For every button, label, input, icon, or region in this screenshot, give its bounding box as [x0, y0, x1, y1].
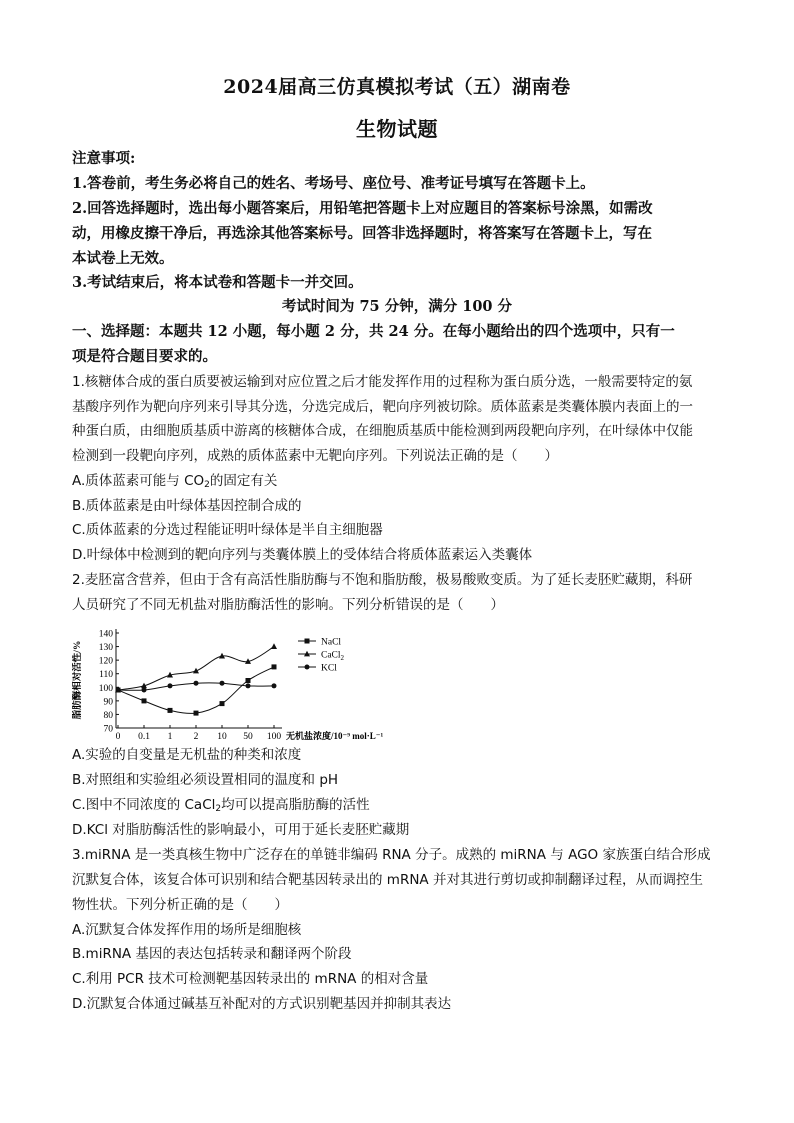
x-tick-label: 50: [243, 732, 253, 742]
q1-option-b: B.质体蓝素是由叶绿体基因控制合成的: [72, 498, 302, 514]
y-tick-label: 70: [103, 724, 113, 735]
y-tick-label: 140: [98, 629, 113, 640]
notice-item-3: 3.考试结束后，将本试卷和答题卡一并交回。: [72, 274, 363, 291]
data-point-nacl: [142, 698, 147, 703]
q3-stem-line-3: 物性状。下列分析正确的是（ ）: [72, 897, 288, 913]
legend-marker-nacl: [305, 639, 310, 644]
exam-title: 2024届高三仿真模拟考试（五）湖南卷: [223, 76, 571, 98]
x-tick-label: 100: [266, 732, 282, 742]
notice-item-1: 1.答卷前，考生务必将自己的姓名、考场号、座位号、准考证号填写在答题卡上。: [72, 175, 595, 192]
notice-item-2-line-1: 2.回答选择题时，选出每小题答案后，用铅笔把答题卡上对应题目的答案标号涂黑，如需改: [72, 200, 653, 217]
legend: [298, 638, 345, 674]
data-point-nacl: [272, 664, 277, 669]
data-point-kcl: [246, 683, 251, 688]
legend-marker-kcl: [305, 665, 310, 670]
y-axis-label-text: 脂肪酶相对活性/%: [73, 640, 83, 720]
q1-option-a: A.质体蓝素可能与 $CO_2$的固定有关: [72, 473, 278, 490]
data-point-nacl: [194, 711, 199, 716]
q3-option-a: A.沉默复合体发挥作用的场所是细胞核: [72, 922, 302, 938]
section-1-header-line-2: 项是符合题目要求的。: [72, 348, 217, 365]
q1-stem-line-2: 基酸序列作为靶向序列来引导其分选，分选完成后，靶向序列被切除。质体蓝素是类囊体膜内表面上的一: [72, 399, 693, 415]
legend-label-kcl: KCl: [321, 663, 337, 674]
y-axis-label: [72, 641, 83, 720]
q3-stem-line-2: 沉默复合体，该复合体可识别和结合靶基因转录出的 mRNA 并对其进行剪切或抑制翻译过程，从而调控生: [72, 872, 703, 888]
q3-option-b: B.miRNA 基因的表达包括转录和翻译两个阶段: [72, 946, 352, 962]
notice-item-2-line-3: 本试卷上无效。: [72, 250, 174, 267]
y-tick-label: 100: [98, 683, 113, 694]
lipase-activity-chart: [72, 625, 402, 743]
q2-option-d: D.KCl 对脂肪酶活性的影响最小，可用于延长麦胚贮藏期: [72, 822, 410, 838]
exam-time: 考试时间为 75 分钟，满分 100 分: [281, 298, 513, 315]
data-point-kcl: [194, 681, 199, 686]
y-tick-label: 80: [103, 710, 113, 721]
exam-subtitle: 生物试题: [356, 117, 438, 141]
q3-stem-line-1: 3.miRNA 是一类真核生物中广泛存在的单链非编码 RNA 分子。成熟的 miRNA 与 AGO 家族蛋白结合形成: [72, 847, 711, 863]
notice-item-2-line-2: 动，用橡皮擦干净后，再选涂其他答案标号。回答非选择题时，将答案写在答题卡上，写在: [72, 225, 652, 242]
y-tick-label: 120: [98, 656, 113, 667]
data-point-kcl: [220, 681, 225, 686]
q1-option-c: C.质体蓝素的分选过程能证明叶绿体是半自主细胞器: [72, 522, 383, 538]
q2-stem-line-1: 2.麦胚富含营养，但由于含有高活性脂肪酶与不饱和脂肪酸，极易酸败变质。为了延长麦胚贮藏期，科研: [72, 572, 693, 588]
data-point-kcl: [142, 688, 147, 693]
notice-heading: 注意事项:: [72, 150, 136, 167]
q1-stem-line-3: 种蛋白质，由细胞质基质中游离的核糖体合成，在细胞质基质中能检测到两段靶向序列，在叶绿体中仅能: [72, 423, 693, 439]
x-tick-label: 0.1: [138, 732, 150, 742]
data-point-nacl: [168, 708, 173, 713]
series-group: [115, 643, 277, 715]
data-point-nacl: [220, 701, 225, 706]
legend-label-cacl: CaCl$_2$: [321, 650, 345, 662]
x-tick-label: 2: [193, 732, 199, 742]
data-point-kcl: [116, 688, 121, 693]
x-tick-label: 0: [115, 732, 121, 742]
section-1-header-line-1: 一、选择题：本题共 12 小题，每小题 2 分，共 24 分。在每小题给出的四个选项中，只有一: [72, 323, 675, 340]
q2-option-a: A.实验的自变量是无机盐的种类和浓度: [72, 747, 302, 763]
x-tick-label: 10: [217, 732, 227, 742]
q2-stem-line-2: 人员研究了不同无机盐对脂肪酶活性的影响。下列分析错误的是（ ）: [72, 597, 504, 613]
y-tick-label: 130: [98, 643, 113, 654]
q1-option-d: D.叶绿体中检测到的靶向序列与类囊体膜上的受体结合将质体蓝素运入类囊体: [72, 547, 533, 563]
data-point-cacl: [271, 643, 277, 649]
data-point-kcl: [168, 683, 173, 688]
q1-stem-line-1: 1.核糖体合成的蛋白质要被运输到对应位置之后才能发挥作用的过程称为蛋白质分选，一般需要特定的氨: [72, 374, 693, 390]
q2-option-b: B.对照组和实验组必须设置相同的温度和 pH: [72, 772, 339, 788]
q1-stem-line-4: 检测到一段靶向序列，成熟的质体蓝素中无靶向序列。下列说法正确的是（ ）: [72, 448, 558, 464]
y-tick-label: 90: [103, 697, 113, 708]
q2-option-c: C.图中不同浓度的 CaCl$_2$均可以提高脂肪酶的活性: [72, 797, 370, 814]
data-point-nacl: [246, 678, 251, 683]
x-tick-label: 1: [167, 732, 173, 742]
legend-label-nacl: NaCl: [321, 637, 342, 648]
y-tick-label: 110: [99, 670, 113, 681]
data-point-kcl: [272, 683, 277, 688]
q3-option-c: C.利用 PCR 技术可检测靶基因转录出的 mRNA 的相对含量: [72, 971, 429, 987]
x-axis-label: 无机盐浓度/10⁻⁹ mol·L⁻¹: [286, 731, 384, 741]
q3-option-d: D.沉默复合体通过碱基互补配对的方式识别靶基因并抑制其表达: [72, 996, 452, 1012]
